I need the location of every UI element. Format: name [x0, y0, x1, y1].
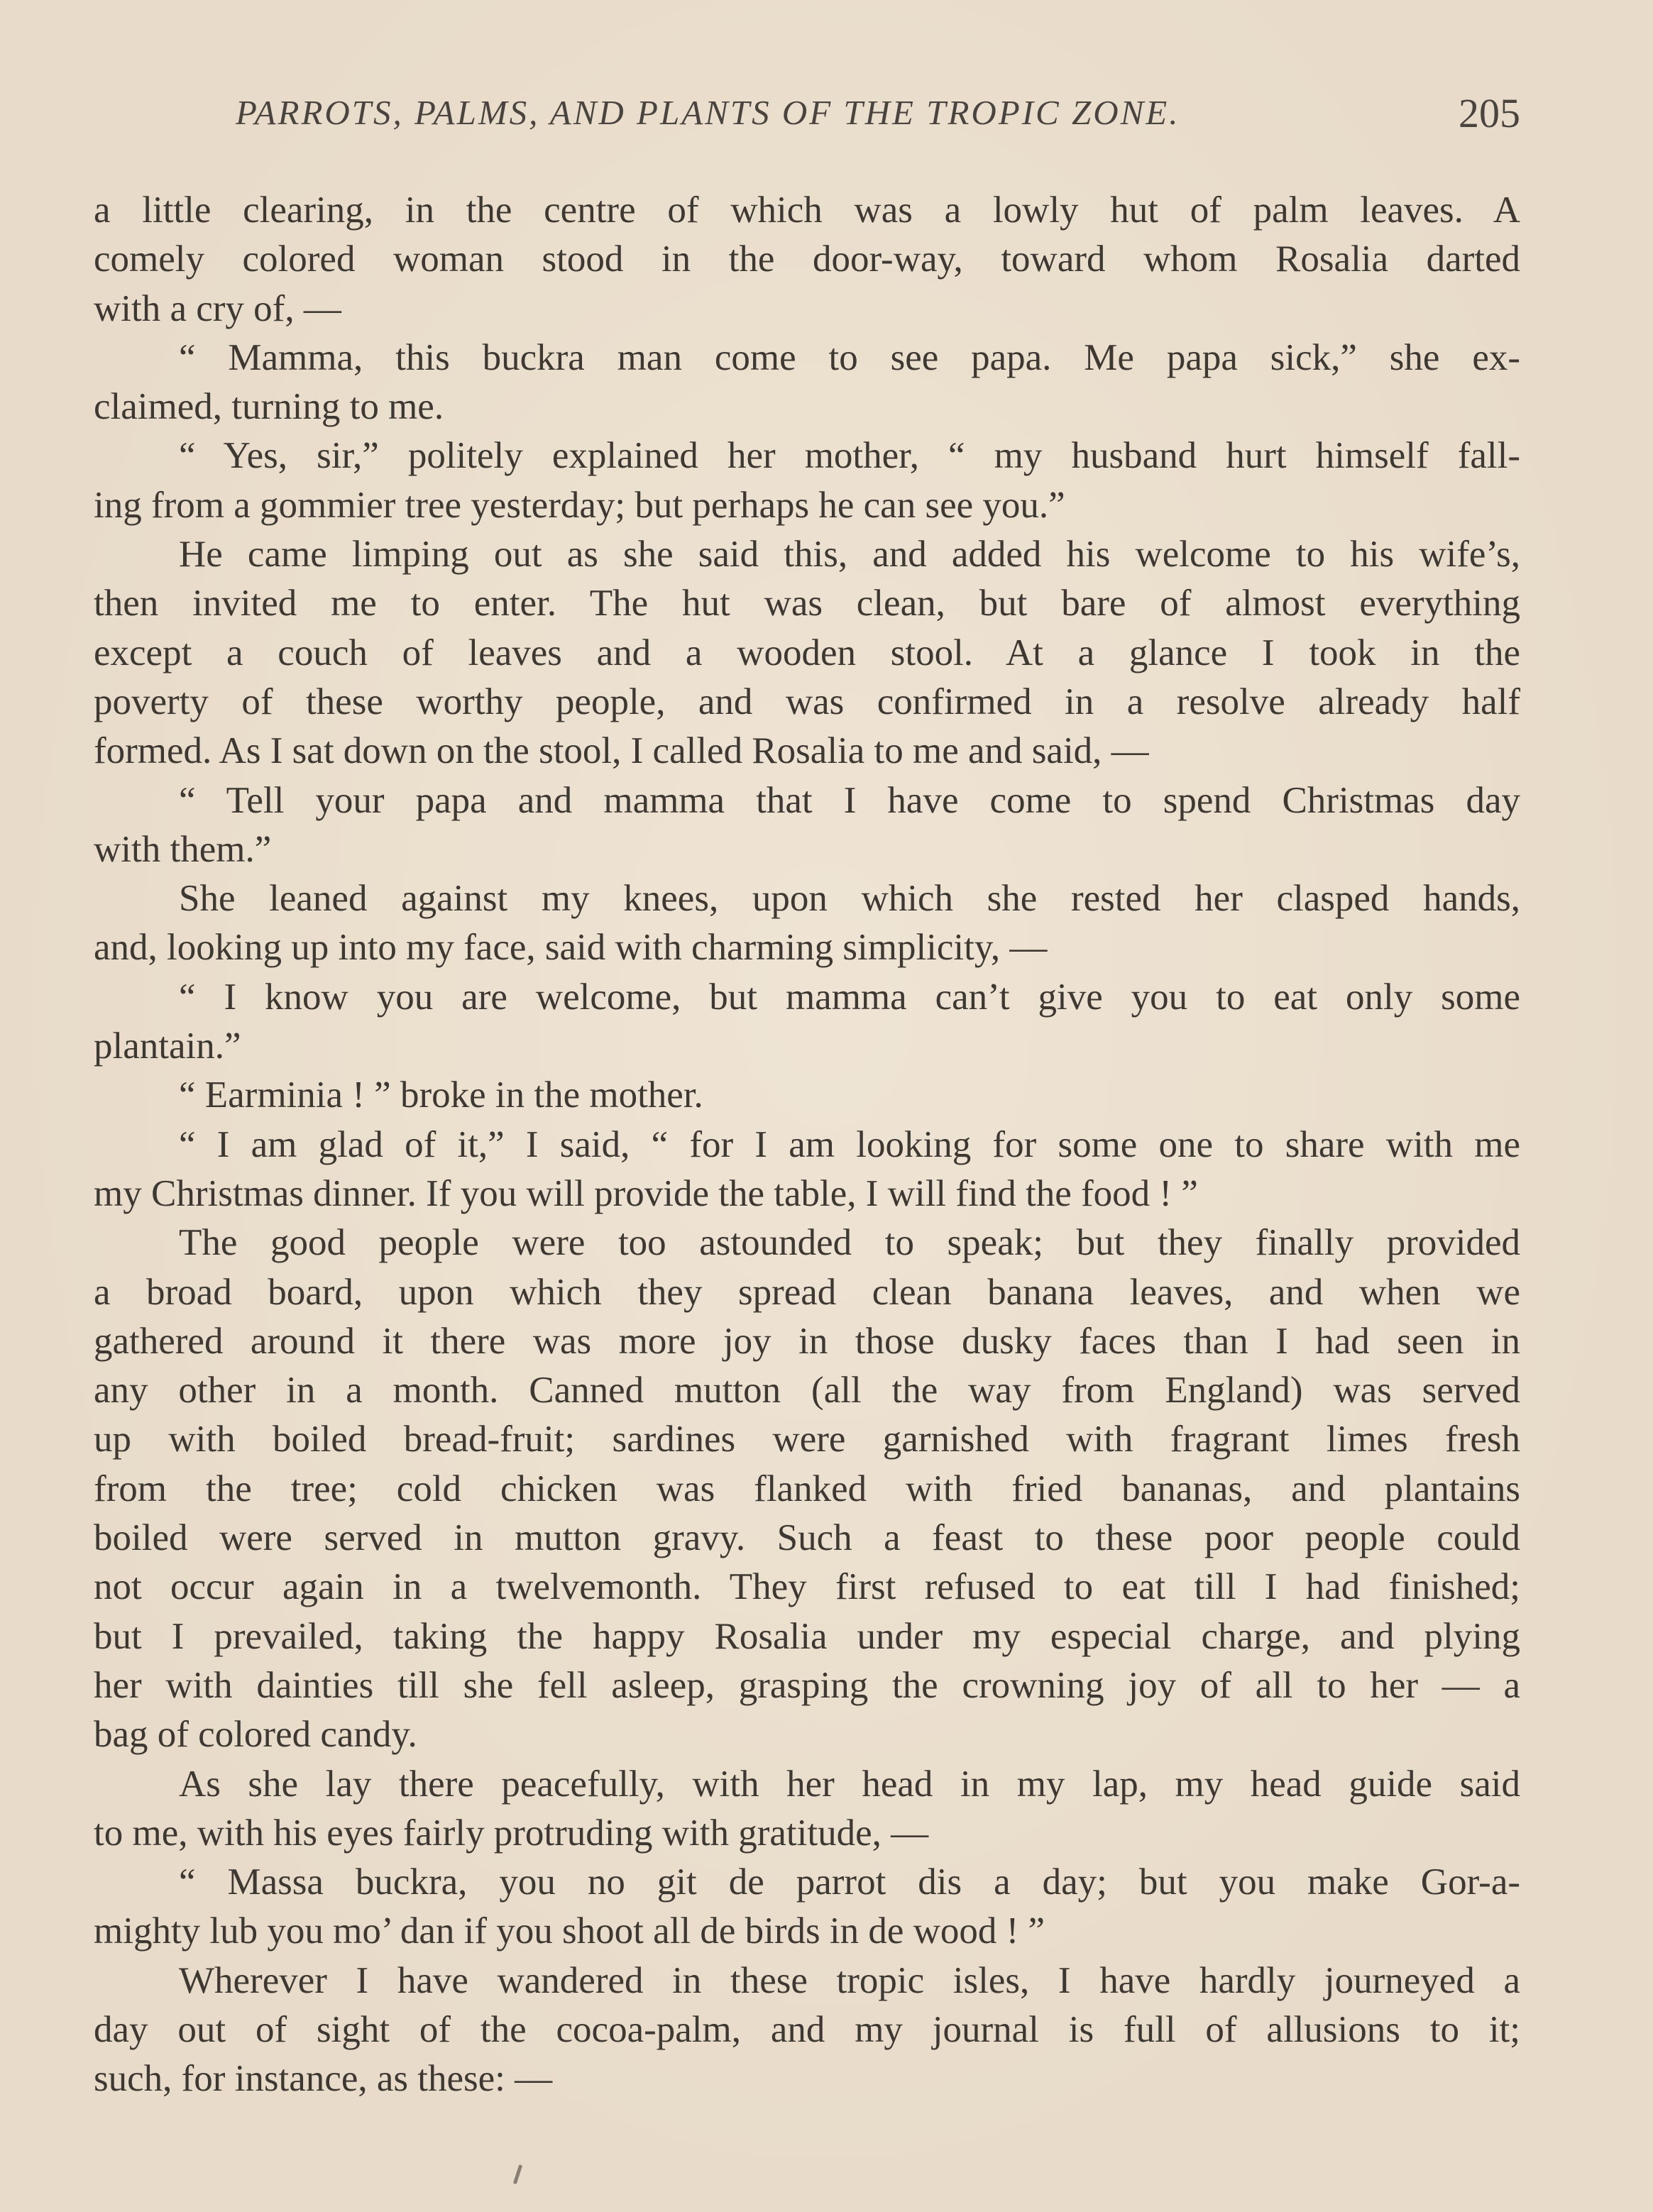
text-line: “ Yes, sir,” politely explained her mother, “ my husband hurt himself fall-: [179, 435, 1520, 477]
text-line: a little clearing, in the centre of which was a lowly hut of palm leaves. A: [94, 189, 1520, 231]
text-line: day out of sight of the cocoa-palm, and my journal is full of allusions to it;: [94, 2008, 1520, 2050]
body-text: [94, 186, 1520, 2104]
page-number: 205: [1459, 90, 1520, 136]
text-line: boiled were served in mutton gravy. Such a feast to these poor people could: [94, 1517, 1520, 1559]
text-line: my Christmas dinner. If you will provide the table, I will find the food ! ”: [94, 1172, 1198, 1214]
text-line: with a cry of, —: [94, 287, 341, 329]
text-line: then invited me to enter. The hut was clean, but bare of almost everything: [94, 583, 1520, 624]
text-line: not occur again in a twelvemonth. They first refused to eat till I had finished;: [94, 1566, 1520, 1608]
text-line: a broad board, upon which they spread clean banana leaves, and when we: [94, 1271, 1520, 1313]
text-line: “ Earminia ! ” broke in the mother.: [179, 1074, 703, 1116]
text-line: plantain.”: [94, 1025, 241, 1067]
text-line: claimed, turning to me.: [94, 386, 444, 428]
text-line: “ I know you are welcome, but mamma can’t give you to eat only some: [179, 976, 1520, 1018]
text-line: formed. As I sat down on the stool, I called Rosalia to me and said, —: [94, 730, 1149, 772]
text-line: “ Mamma, this buckra man come to see papa. Me papa sick,” she ex-: [179, 336, 1520, 378]
text-line: bag of colored candy.: [94, 1714, 417, 1756]
text-line: He came limping out as she said this, and added his welcome to his wife’s,: [179, 534, 1520, 576]
text-line: from the tree; cold chicken was flanked with fried bananas, and plantains: [94, 1468, 1520, 1509]
text-line: any other in a month. Canned mutton (all the way from England) was served: [94, 1370, 1520, 1412]
text-line: such, for instance, as these: —: [94, 2058, 553, 2100]
text-line: mighty lub you mo’ dan if you shoot all de birds in de wood ! ”: [94, 1910, 1045, 1952]
running-title: PARROTS, PALMS, AND PLANTS OF THE TROPIC ZONE.: [236, 93, 1180, 132]
text-line: to me, with his eyes fairly protruding with gratitude, —: [94, 1812, 929, 1854]
text-line: “ Tell your papa and mamma that I have come to spend Christmas day: [179, 779, 1520, 821]
text-line: comely colored woman stood in the door-way, toward whom Rosalia darted: [94, 238, 1520, 280]
text-line: her with dainties till she fell asleep, grasping the crowning joy of all to her — a: [94, 1664, 1520, 1706]
text-line: but I prevailed, taking the happy Rosalia under my especial charge, and plying: [94, 1615, 1520, 1657]
text-line: As she lay there peacefully, with her head in my lap, my head guide said: [179, 1763, 1520, 1805]
text-line: and, looking up into my face, said with charming simplicity, —: [94, 927, 1048, 969]
text-line: The good people were too astounded to speak; but they finally provided: [179, 1222, 1520, 1264]
text-line: with them.”: [94, 828, 272, 870]
running-head: [94, 92, 1520, 149]
text-line: She leaned against my knees, upon which she rested her clasped hands,: [179, 878, 1520, 920]
text-line: up with boiled bread-fruit; sardines were garnished with fragrant limes fresh: [94, 1419, 1520, 1460]
text-line: ing from a gommier tree yesterday; but perhaps he can see you.”: [94, 484, 1065, 526]
text-line: gathered around it there was more joy in those dusky faces than I had seen in: [94, 1320, 1520, 1362]
pencil-mark: [513, 2164, 522, 2184]
text-line: Wherever I have wandered in these tropic isles, I have hardly journeyed a: [179, 1959, 1520, 2001]
text-line: except a couch of leaves and a wooden stool. At a glance I took in the: [94, 632, 1520, 673]
text-line: “ Massa buckra, you no git de parrot dis a day; but you make Gor-a-: [179, 1861, 1520, 1903]
text-line: “ I am glad of it,” I said, “ for I am looking for some one to share with me: [179, 1123, 1520, 1165]
text-line: poverty of these worthy people, and was confirmed in a resolve already half: [94, 681, 1520, 722]
